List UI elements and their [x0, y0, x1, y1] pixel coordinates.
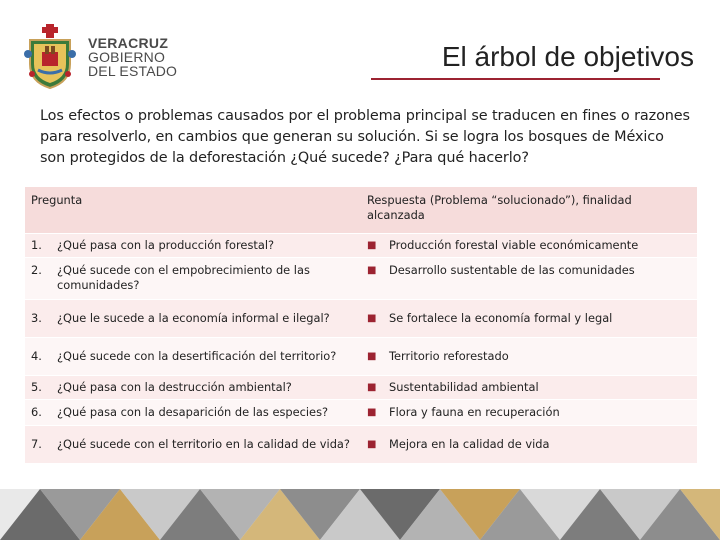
row-answer: Se fortalece la economía formal y legal: [383, 300, 697, 338]
table-row: [25, 338, 697, 376]
title-underline: [371, 78, 660, 80]
row-number: 7.: [25, 426, 51, 464]
bullet-icon: ■: [361, 258, 383, 300]
row-number: 4.: [25, 338, 51, 376]
row-answer: Flora y fauna en recuperación: [383, 400, 697, 426]
row-question: ¿Qué sucede con el empobrecimiento de las comunidades?: [51, 258, 361, 300]
row-answer: Mejora en la calidad de vida: [383, 426, 697, 464]
objectives-table: [25, 187, 697, 464]
intro-paragraph: Los efectos o problemas causados por el problema principal se traducen en fines o razones para resolverlo, en cambios que generan su solución. Si se logra los bosques de México son protegidos de la deforestación ¿Qué sucede? ¿Para qué hacerlo?: [40, 108, 690, 166]
geometric-pattern-icon: [0, 489, 720, 540]
bullet-icon: ■: [361, 400, 383, 426]
header-question: Pregunta: [25, 187, 361, 234]
table-row: [25, 300, 697, 338]
row-number: 1.: [25, 234, 51, 258]
brand-line-2: GOBIERNO: [88, 49, 166, 65]
row-answer: Producción forestal viable económicamente: [383, 234, 697, 258]
row-number: 6.: [25, 400, 51, 426]
bullet-icon: ■: [361, 300, 383, 338]
row-number: 5.: [25, 376, 51, 400]
row-answer: Desarrollo sustentable de las comunidades: [383, 258, 697, 300]
row-answer: Sustentabilidad ambiental: [383, 376, 697, 400]
decorative-geometric-band: [0, 489, 720, 540]
table-row: [25, 234, 697, 258]
page-title: El árbol de objetivos: [441, 41, 694, 72]
row-answer: Territorio reforestado: [383, 338, 697, 376]
row-question: ¿Qué sucede con el territorio en la calidad de vida?: [51, 426, 361, 464]
table-header-row: [25, 187, 697, 234]
row-number: 3.: [25, 300, 51, 338]
bullet-icon: ■: [361, 338, 383, 376]
table-row: [25, 258, 697, 300]
row-question: ¿Qué pasa con la destrucción ambiental?: [51, 376, 361, 400]
state-logo: [22, 24, 78, 90]
bullet-icon: ■: [361, 376, 383, 400]
bullet-icon: ■: [361, 234, 383, 258]
table-row: [25, 400, 697, 426]
row-question: ¿Qué pasa con la desaparición de las especies?: [51, 400, 361, 426]
row-question: ¿Qué sucede con la desertificación del territorio?: [51, 338, 361, 376]
bullet-icon: ■: [361, 426, 383, 464]
row-question: ¿Qué pasa con la producción forestal?: [51, 234, 361, 258]
header-answer: Respuesta (Problema “solucionado”), finalidad alcanzada: [361, 187, 697, 234]
row-number: 2.: [25, 258, 51, 300]
row-question: ¿Que le sucede a la economía informal e ilegal?: [51, 300, 361, 338]
brand-name: [88, 36, 177, 78]
table-row: [25, 376, 697, 400]
veracruz-coat-of-arms-icon: [22, 24, 78, 90]
table-row: [25, 426, 697, 464]
brand-line-3: DEL ESTADO: [88, 63, 178, 79]
brand-line-1: VERACRUZ: [88, 35, 169, 51]
